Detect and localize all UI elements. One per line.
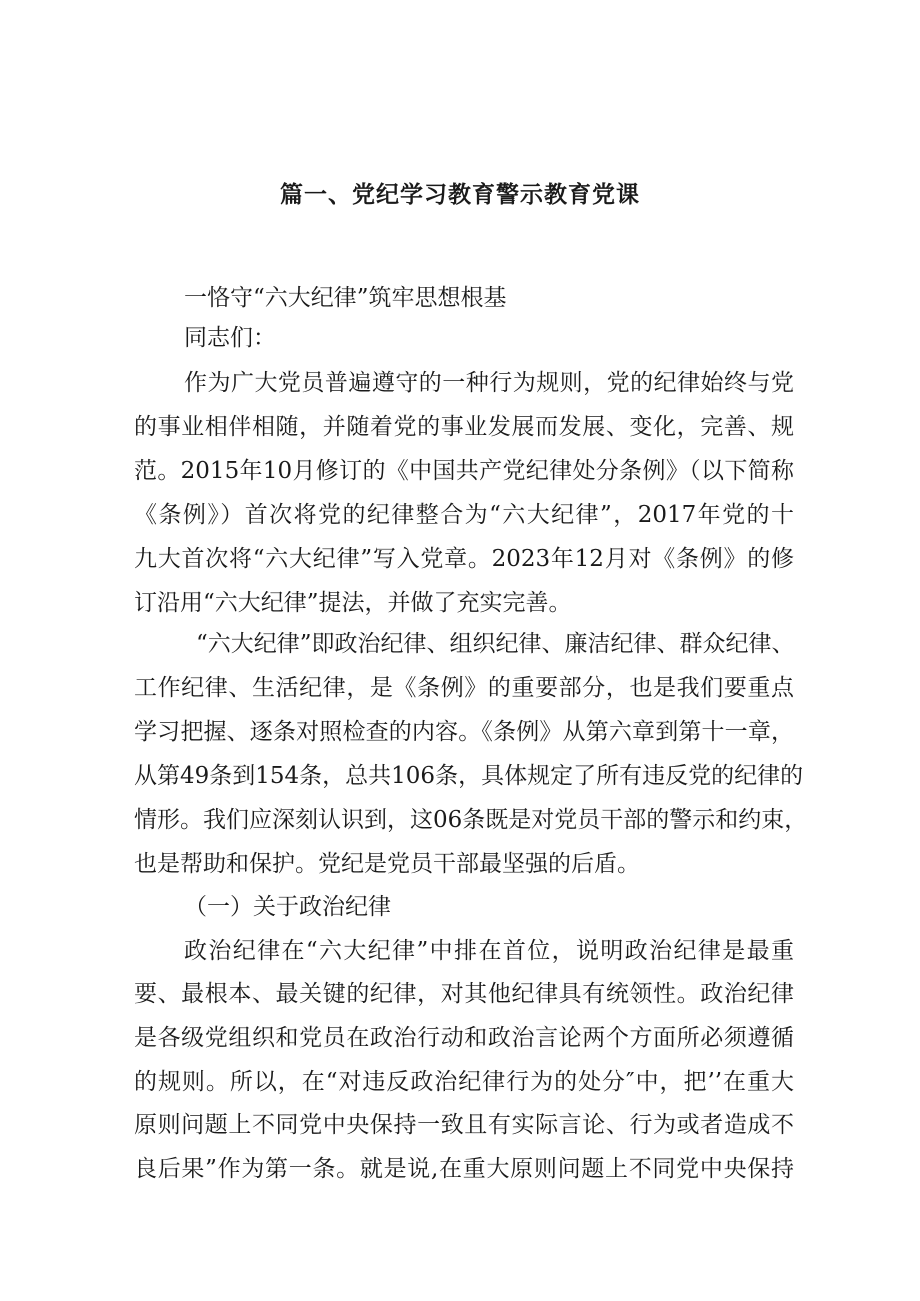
paragraph-line: 范。2015年10月修订的《中国共产党纪律处分条例》（以下简称 bbox=[134, 458, 794, 484]
paragraph-line: 是各级党组织和党员在政治行动和政治言论两个方面所必须遵循 bbox=[134, 1025, 794, 1051]
paragraph-line: 要、最根本、最关键的纪律，对其他纪律具有统领性。政治纪律 bbox=[134, 981, 794, 1007]
paragraph-line: 九大首次将“六大纪律”写入党章。2023年12月对《条例》的修 bbox=[134, 546, 794, 572]
paragraph-line: 原则问题上不同党中央保持一致且有实际言论、行为或者造成不 bbox=[134, 1112, 794, 1138]
section-heading: （一）关于政治纪律 bbox=[184, 894, 391, 920]
paragraph-line: 从第49条到154条，总共106条，具体规定了所有违反党的纪律的 bbox=[134, 763, 804, 789]
paragraph-line: 良后果”作为第一条。就是说,在重大原则问题上不同党中央保持 bbox=[134, 1156, 794, 1182]
paragraph-line: 也是帮助和保护。党纪是党员干部最坚强的后盾。 bbox=[134, 851, 640, 877]
document-title: 篇一、党纪学习教育警示教育党课 bbox=[280, 182, 640, 208]
paragraph-line: 的规则。所以，在“对违反政治纪律行为的处分″中，把’’在重大 bbox=[134, 1069, 794, 1095]
paragraph-line: 政治纪律在“六大纪律”中排在首位，说明政治纪律是最重 bbox=[184, 938, 794, 964]
paragraph-line: 订沿用“六大纪律”提法，并做了充实完善。 bbox=[134, 590, 572, 616]
paragraph-line: 作为广大党员普遍遵守的一种行为规则，党的纪律始终与党 bbox=[184, 370, 794, 396]
paragraph-line: 学习把握、逐条对照检查的内容。《条例》从第六章到第十一章， bbox=[134, 719, 794, 745]
greeting: 同志们： bbox=[184, 325, 276, 351]
subtitle: 一恪守“六大纪律”筑牢思想根基 bbox=[184, 285, 507, 311]
paragraph-line: 的事业相伴相随，并随着党的事业发展而发展、变化，完善、规 bbox=[134, 414, 794, 440]
paragraph-line: 情形。我们应深刻认识到，这06条既是对党员干部的警示和约束， bbox=[134, 807, 808, 833]
paragraph-line: 工作纪律、生活纪律，是《条例》的重要部分，也是我们要重点 bbox=[134, 675, 794, 701]
paragraph-line: 《条例》）首次将党的纪律整合为“六大纪律”，2017年党的十 bbox=[134, 502, 794, 528]
paragraph-line: “六大纪律”即政治纪律、组织纪律、廉洁纪律、群众纪律、 bbox=[196, 631, 795, 657]
